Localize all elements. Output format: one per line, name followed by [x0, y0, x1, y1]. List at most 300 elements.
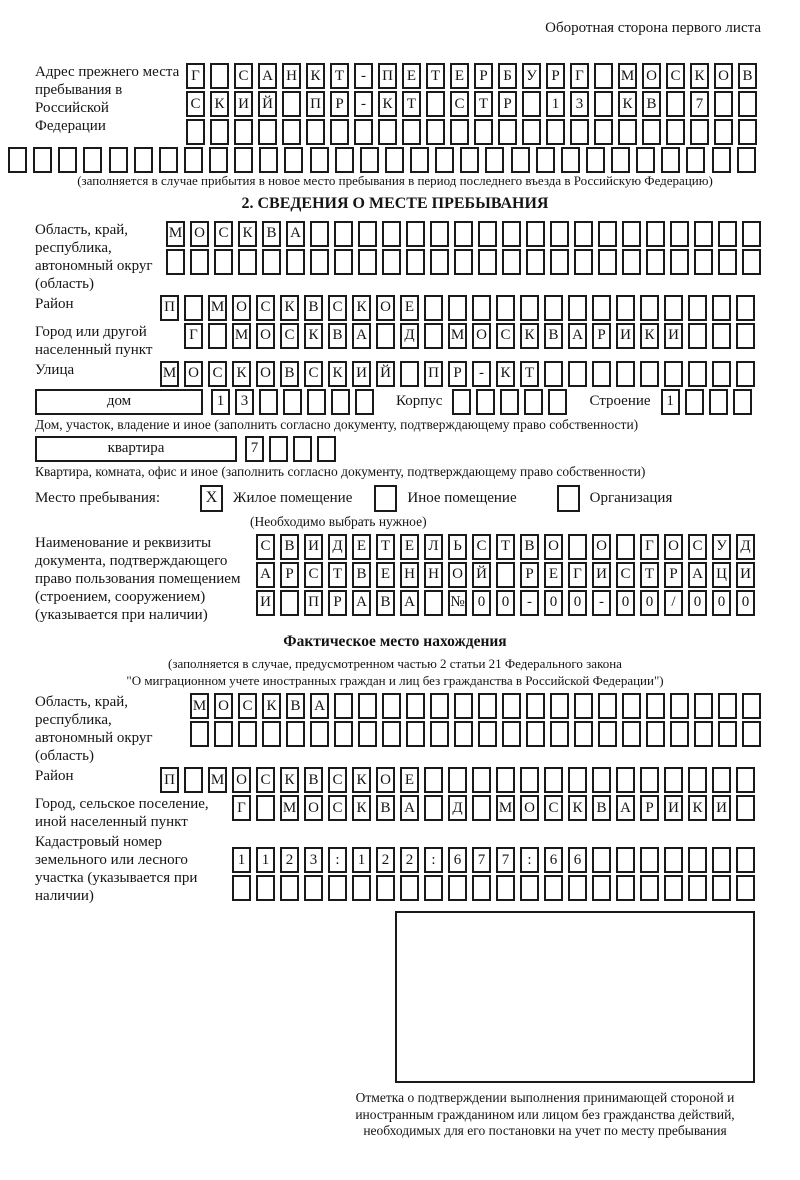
char-cell[interactable]	[688, 875, 707, 901]
char-cell[interactable]: И	[616, 323, 635, 349]
char-cell[interactable]: П	[304, 590, 323, 616]
char-cell[interactable]	[496, 295, 515, 321]
char-cell[interactable]: И	[304, 534, 323, 560]
char-cell[interactable]	[448, 295, 467, 321]
fact-region-row-1[interactable]	[190, 693, 761, 719]
char-cell[interactable]: С	[666, 63, 685, 89]
char-cell[interactable]	[334, 693, 353, 719]
char-cell[interactable]	[718, 721, 737, 747]
char-cell[interactable]: М	[166, 221, 185, 247]
char-cell[interactable]	[718, 249, 737, 275]
char-cell[interactable]	[736, 323, 755, 349]
char-cell[interactable]: О	[544, 534, 563, 560]
char-cell[interactable]: С	[328, 295, 347, 321]
char-cell[interactable]: О	[256, 323, 275, 349]
char-cell[interactable]	[592, 767, 611, 793]
char-cell[interactable]	[592, 875, 611, 901]
char-cell[interactable]: Р	[664, 562, 683, 588]
char-cell[interactable]: С	[234, 63, 253, 89]
char-cell[interactable]	[736, 361, 755, 387]
char-cell[interactable]	[258, 119, 277, 145]
char-cell[interactable]	[640, 295, 659, 321]
char-cell[interactable]	[550, 249, 569, 275]
char-cell[interactable]: Е	[352, 534, 371, 560]
char-cell[interactable]	[184, 147, 203, 173]
char-cell[interactable]	[358, 693, 377, 719]
char-cell[interactable]: -	[520, 590, 539, 616]
char-cell[interactable]	[526, 249, 545, 275]
char-cell[interactable]	[586, 147, 605, 173]
char-cell[interactable]	[406, 221, 425, 247]
char-cell[interactable]	[478, 249, 497, 275]
char-cell[interactable]	[664, 767, 683, 793]
char-cell[interactable]	[109, 147, 128, 173]
char-cell[interactable]	[640, 767, 659, 793]
char-cell[interactable]: Д	[328, 534, 347, 560]
char-cell[interactable]: О	[190, 221, 209, 247]
char-cell[interactable]: 6	[544, 847, 563, 873]
char-cell[interactable]	[616, 767, 635, 793]
char-cell[interactable]: Е	[376, 562, 395, 588]
house-number-cells[interactable]	[211, 389, 374, 415]
char-cell[interactable]	[592, 847, 611, 873]
char-cell[interactable]	[58, 147, 77, 173]
char-cell[interactable]: 2	[376, 847, 395, 873]
char-cell[interactable]	[376, 323, 395, 349]
char-cell[interactable]: М	[448, 323, 467, 349]
char-cell[interactable]: В	[520, 534, 539, 560]
prev-address-row-4[interactable]	[8, 147, 756, 173]
char-cell[interactable]	[568, 875, 587, 901]
char-cell[interactable]: В	[280, 361, 299, 387]
char-cell[interactable]	[622, 221, 641, 247]
char-cell[interactable]: М	[280, 795, 299, 821]
char-cell[interactable]: 6	[448, 847, 467, 873]
char-cell[interactable]	[511, 147, 530, 173]
char-cell[interactable]: /	[664, 590, 683, 616]
char-cell[interactable]	[190, 721, 209, 747]
fact-region-row-2[interactable]	[190, 721, 761, 747]
char-cell[interactable]: А	[352, 323, 371, 349]
char-cell[interactable]	[286, 249, 305, 275]
char-cell[interactable]: 1	[232, 847, 251, 873]
char-cell[interactable]: И	[664, 323, 683, 349]
char-cell[interactable]	[550, 221, 569, 247]
char-cell[interactable]: -	[472, 361, 491, 387]
char-cell[interactable]: А	[310, 693, 329, 719]
char-cell[interactable]	[280, 875, 299, 901]
house-type-box[interactable]: дом	[35, 389, 203, 415]
char-cell[interactable]: В	[304, 295, 323, 321]
char-cell[interactable]	[688, 295, 707, 321]
char-cell[interactable]	[640, 847, 659, 873]
char-cell[interactable]	[450, 119, 469, 145]
char-cell[interactable]: К	[688, 795, 707, 821]
char-cell[interactable]	[134, 147, 153, 173]
char-cell[interactable]	[640, 361, 659, 387]
char-cell[interactable]: 3	[570, 91, 589, 117]
char-cell[interactable]: 7	[472, 847, 491, 873]
char-cell[interactable]: Н	[282, 63, 301, 89]
char-cell[interactable]	[526, 693, 545, 719]
char-cell[interactable]: С	[186, 91, 205, 117]
char-cell[interactable]	[284, 147, 303, 173]
char-cell[interactable]	[208, 323, 227, 349]
street-row[interactable]	[160, 361, 755, 387]
char-cell[interactable]: О	[184, 361, 203, 387]
char-cell[interactable]: О	[232, 767, 251, 793]
char-cell[interactable]: Е	[400, 767, 419, 793]
char-cell[interactable]	[214, 249, 233, 275]
char-cell[interactable]: 6	[568, 847, 587, 873]
char-cell[interactable]: -	[354, 63, 373, 89]
char-cell[interactable]: Ь	[448, 534, 467, 560]
region-row-2[interactable]	[166, 249, 761, 275]
char-cell[interactable]: А	[688, 562, 707, 588]
char-cell[interactable]	[478, 693, 497, 719]
char-cell[interactable]	[210, 63, 229, 89]
char-cell[interactable]	[520, 295, 539, 321]
char-cell[interactable]: А	[400, 795, 419, 821]
char-cell[interactable]: С	[616, 562, 635, 588]
char-cell[interactable]: К	[262, 693, 281, 719]
char-cell[interactable]: С	[496, 323, 515, 349]
char-cell[interactable]	[592, 361, 611, 387]
char-cell[interactable]	[238, 249, 257, 275]
char-cell[interactable]: А	[568, 323, 587, 349]
char-cell[interactable]	[664, 361, 683, 387]
char-cell[interactable]: К	[328, 361, 347, 387]
char-cell[interactable]	[550, 721, 569, 747]
char-cell[interactable]	[310, 147, 329, 173]
char-cell[interactable]: П	[424, 361, 443, 387]
char-cell[interactable]	[712, 767, 731, 793]
char-cell[interactable]	[460, 147, 479, 173]
char-cell[interactable]: К	[496, 361, 515, 387]
char-cell[interactable]	[524, 389, 543, 415]
char-cell[interactable]	[400, 361, 419, 387]
char-cell[interactable]	[670, 693, 689, 719]
char-cell[interactable]: Д	[736, 534, 755, 560]
char-cell[interactable]: 0	[496, 590, 515, 616]
char-cell[interactable]	[502, 721, 521, 747]
char-cell[interactable]: К	[690, 63, 709, 89]
char-cell[interactable]: Р	[640, 795, 659, 821]
char-cell[interactable]	[406, 249, 425, 275]
char-cell[interactable]	[736, 295, 755, 321]
char-cell[interactable]	[400, 875, 419, 901]
char-cell[interactable]: 1	[256, 847, 275, 873]
char-cell[interactable]	[286, 721, 305, 747]
char-cell[interactable]	[259, 147, 278, 173]
char-cell[interactable]	[548, 389, 567, 415]
char-cell[interactable]: Р	[474, 63, 493, 89]
char-cell[interactable]	[472, 795, 491, 821]
char-cell[interactable]: №	[448, 590, 467, 616]
char-cell[interactable]	[622, 693, 641, 719]
char-cell[interactable]	[688, 847, 707, 873]
char-cell[interactable]: С	[688, 534, 707, 560]
char-cell[interactable]: 1	[211, 389, 230, 415]
char-cell[interactable]: 7	[245, 436, 264, 462]
char-cell[interactable]: В	[262, 221, 281, 247]
char-cell[interactable]	[382, 221, 401, 247]
document-row-1[interactable]	[256, 534, 755, 560]
char-cell[interactable]	[598, 249, 617, 275]
char-cell[interactable]	[598, 721, 617, 747]
char-cell[interactable]	[234, 147, 253, 173]
apartment-type-box[interactable]: квартира	[35, 436, 237, 462]
char-cell[interactable]: К	[238, 221, 257, 247]
char-cell[interactable]: К	[568, 795, 587, 821]
char-cell[interactable]: М	[160, 361, 179, 387]
char-cell[interactable]: С	[304, 562, 323, 588]
char-cell[interactable]	[694, 249, 713, 275]
char-cell[interactable]	[664, 875, 683, 901]
district-row[interactable]	[160, 295, 755, 321]
char-cell[interactable]	[709, 389, 728, 415]
char-cell[interactable]: В	[544, 323, 563, 349]
char-cell[interactable]: К	[378, 91, 397, 117]
char-cell[interactable]	[317, 436, 336, 462]
char-cell[interactable]	[496, 767, 515, 793]
char-cell[interactable]: Т	[328, 562, 347, 588]
char-cell[interactable]	[448, 875, 467, 901]
char-cell[interactable]	[186, 119, 205, 145]
char-cell[interactable]	[502, 249, 521, 275]
char-cell[interactable]	[616, 295, 635, 321]
char-cell[interactable]: Т	[640, 562, 659, 588]
char-cell[interactable]: И	[736, 562, 755, 588]
char-cell[interactable]: Д	[400, 323, 419, 349]
char-cell[interactable]	[520, 767, 539, 793]
char-cell[interactable]	[159, 147, 178, 173]
char-cell[interactable]	[478, 221, 497, 247]
char-cell[interactable]: В	[328, 323, 347, 349]
char-cell[interactable]	[714, 119, 733, 145]
char-cell[interactable]: Т	[426, 63, 445, 89]
char-cell[interactable]	[307, 389, 326, 415]
char-cell[interactable]: Г	[568, 562, 587, 588]
char-cell[interactable]: 0	[688, 590, 707, 616]
char-cell[interactable]: М	[496, 795, 515, 821]
char-cell[interactable]: 0	[616, 590, 635, 616]
char-cell[interactable]: Й	[472, 562, 491, 588]
char-cell[interactable]: В	[280, 534, 299, 560]
char-cell[interactable]: И	[592, 562, 611, 588]
char-cell[interactable]	[594, 63, 613, 89]
char-cell[interactable]: -	[592, 590, 611, 616]
char-cell[interactable]: П	[160, 767, 179, 793]
char-cell[interactable]: :	[520, 847, 539, 873]
char-cell[interactable]: С	[208, 361, 227, 387]
char-cell[interactable]: О	[304, 795, 323, 821]
char-cell[interactable]: С	[256, 534, 275, 560]
char-cell[interactable]: О	[376, 767, 395, 793]
char-cell[interactable]: С	[238, 693, 257, 719]
char-cell[interactable]: С	[304, 361, 323, 387]
char-cell[interactable]	[476, 389, 495, 415]
char-cell[interactable]: Т	[496, 534, 515, 560]
char-cell[interactable]	[256, 795, 275, 821]
char-cell[interactable]: Г	[570, 63, 589, 89]
char-cell[interactable]: К	[210, 91, 229, 117]
char-cell[interactable]: И	[664, 795, 683, 821]
char-cell[interactable]	[282, 91, 301, 117]
char-cell[interactable]: 1	[546, 91, 565, 117]
char-cell[interactable]	[334, 721, 353, 747]
char-cell[interactable]: М	[208, 767, 227, 793]
char-cell[interactable]	[410, 147, 429, 173]
char-cell[interactable]	[33, 147, 52, 173]
char-cell[interactable]: А	[400, 590, 419, 616]
char-cell[interactable]	[454, 693, 473, 719]
char-cell[interactable]: С	[472, 534, 491, 560]
char-cell[interactable]	[304, 875, 323, 901]
char-cell[interactable]: В	[376, 795, 395, 821]
char-cell[interactable]	[670, 249, 689, 275]
char-cell[interactable]: -	[354, 91, 373, 117]
char-cell[interactable]: А	[256, 562, 275, 588]
char-cell[interactable]	[736, 795, 755, 821]
char-cell[interactable]	[210, 119, 229, 145]
char-cell[interactable]	[714, 91, 733, 117]
char-cell[interactable]	[622, 249, 641, 275]
char-cell[interactable]	[435, 147, 454, 173]
char-cell[interactable]: И	[256, 590, 275, 616]
char-cell[interactable]	[661, 147, 680, 173]
char-cell[interactable]	[622, 721, 641, 747]
fact-city-row[interactable]	[232, 795, 755, 831]
char-cell[interactable]	[382, 721, 401, 747]
char-cell[interactable]: Р	[448, 361, 467, 387]
char-cell[interactable]: О	[376, 295, 395, 321]
char-cell[interactable]	[618, 119, 637, 145]
char-cell[interactable]: Т	[330, 63, 349, 89]
char-cell[interactable]	[694, 221, 713, 247]
char-cell[interactable]: О	[592, 534, 611, 560]
char-cell[interactable]	[733, 389, 752, 415]
char-cell[interactable]	[472, 875, 491, 901]
char-cell[interactable]	[184, 295, 203, 321]
char-cell[interactable]	[520, 875, 539, 901]
char-cell[interactable]: :	[328, 847, 347, 873]
char-cell[interactable]	[472, 767, 491, 793]
char-cell[interactable]	[742, 721, 761, 747]
char-cell[interactable]: Й	[258, 91, 277, 117]
char-cell[interactable]: В	[286, 693, 305, 719]
char-cell[interactable]	[688, 361, 707, 387]
char-cell[interactable]	[358, 221, 377, 247]
char-cell[interactable]	[331, 389, 350, 415]
prev-address-row-3[interactable]	[186, 119, 757, 145]
char-cell[interactable]	[424, 875, 443, 901]
char-cell[interactable]	[424, 295, 443, 321]
char-cell[interactable]	[269, 436, 288, 462]
char-cell[interactable]	[636, 147, 655, 173]
checkbox-organizaciya[interactable]	[557, 485, 580, 512]
char-cell[interactable]: М	[618, 63, 637, 89]
char-cell[interactable]	[666, 119, 685, 145]
char-cell[interactable]	[382, 693, 401, 719]
char-cell[interactable]	[385, 147, 404, 173]
char-cell[interactable]: А	[286, 221, 305, 247]
char-cell[interactable]: Л	[424, 534, 443, 560]
korpus-cells[interactable]	[452, 389, 567, 415]
char-cell[interactable]: 1	[661, 389, 680, 415]
char-cell[interactable]: С	[256, 295, 275, 321]
char-cell[interactable]	[358, 721, 377, 747]
char-cell[interactable]	[574, 221, 593, 247]
char-cell[interactable]: Т	[376, 534, 395, 560]
char-cell[interactable]	[670, 221, 689, 247]
char-cell[interactable]	[310, 221, 329, 247]
char-cell[interactable]: Е	[402, 63, 421, 89]
char-cell[interactable]: А	[258, 63, 277, 89]
char-cell[interactable]	[568, 767, 587, 793]
char-cell[interactable]	[544, 295, 563, 321]
char-cell[interactable]: К	[306, 63, 325, 89]
char-cell[interactable]: О	[232, 295, 251, 321]
char-cell[interactable]: О	[642, 63, 661, 89]
char-cell[interactable]	[742, 693, 761, 719]
char-cell[interactable]	[568, 295, 587, 321]
char-cell[interactable]: У	[712, 534, 731, 560]
char-cell[interactable]	[718, 693, 737, 719]
char-cell[interactable]	[616, 875, 635, 901]
char-cell[interactable]	[574, 249, 593, 275]
char-cell[interactable]: Р	[592, 323, 611, 349]
char-cell[interactable]	[690, 119, 709, 145]
char-cell[interactable]: А	[352, 590, 371, 616]
char-cell[interactable]	[500, 389, 519, 415]
char-cell[interactable]: П	[306, 91, 325, 117]
char-cell[interactable]	[522, 91, 541, 117]
char-cell[interactable]	[640, 875, 659, 901]
char-cell[interactable]: С	[544, 795, 563, 821]
char-cell[interactable]: Н	[400, 562, 419, 588]
char-cell[interactable]: У	[522, 63, 541, 89]
char-cell[interactable]	[561, 147, 580, 173]
char-cell[interactable]	[190, 249, 209, 275]
char-cell[interactable]: Р	[328, 590, 347, 616]
char-cell[interactable]: В	[592, 795, 611, 821]
apartment-number-cells[interactable]	[245, 436, 336, 462]
char-cell[interactable]: 2	[400, 847, 419, 873]
char-cell[interactable]: С	[328, 795, 347, 821]
char-cell[interactable]: И	[234, 91, 253, 117]
char-cell[interactable]: 3	[304, 847, 323, 873]
char-cell[interactable]	[736, 767, 755, 793]
char-cell[interactable]	[712, 323, 731, 349]
char-cell[interactable]: К	[640, 323, 659, 349]
char-cell[interactable]	[209, 147, 228, 173]
char-cell[interactable]	[694, 721, 713, 747]
char-cell[interactable]	[430, 249, 449, 275]
char-cell[interactable]: М	[208, 295, 227, 321]
char-cell[interactable]: П	[160, 295, 179, 321]
char-cell[interactable]: С	[280, 323, 299, 349]
char-cell[interactable]: 0	[544, 590, 563, 616]
char-cell[interactable]	[526, 721, 545, 747]
document-row-2[interactable]	[256, 562, 755, 588]
char-cell[interactable]	[594, 119, 613, 145]
char-cell[interactable]	[330, 119, 349, 145]
char-cell[interactable]: Ц	[712, 562, 731, 588]
char-cell[interactable]	[498, 119, 517, 145]
char-cell[interactable]	[355, 389, 374, 415]
char-cell[interactable]	[426, 119, 445, 145]
